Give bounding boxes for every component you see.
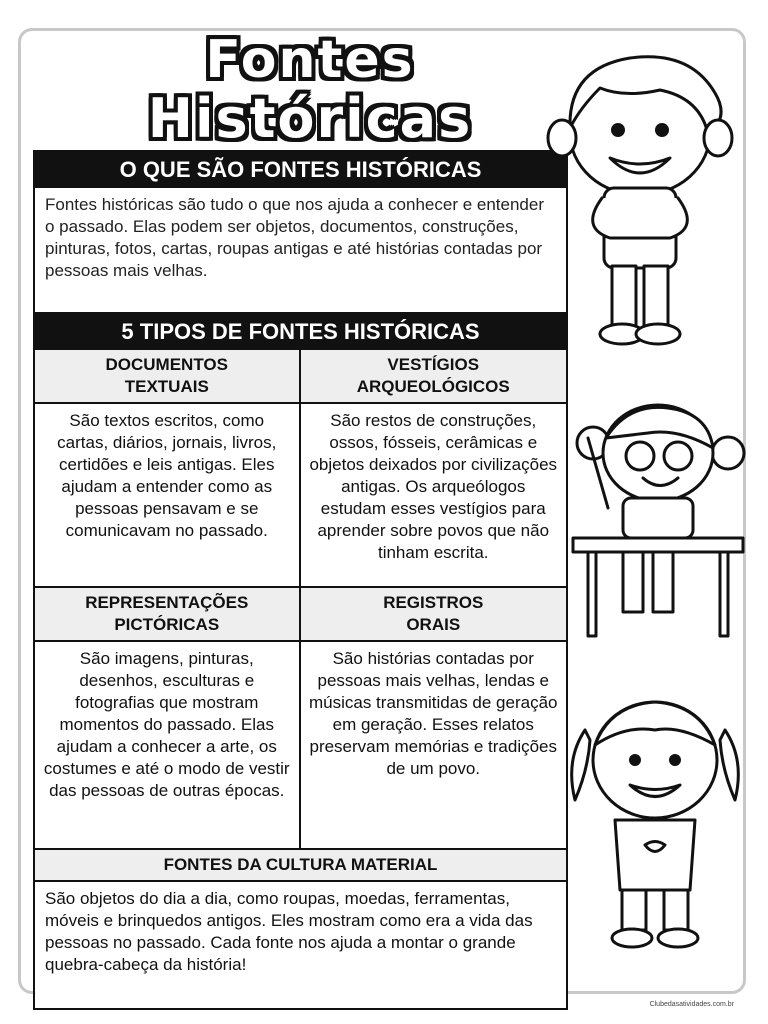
section-types-heading: 5 TIPOS DE FONTES HISTÓRICAS <box>35 314 566 350</box>
type-cell-pictorial <box>35 588 301 850</box>
girl-pigtails-icon <box>560 690 750 960</box>
boy-icon <box>540 38 740 358</box>
types-row-1 <box>35 350 566 588</box>
type-heading: REPRESENTAÇÕES PICTÓRICAS <box>35 588 299 642</box>
type-text: São textos escritos, como cartas, diários, jornais, livros, certidões e leis antigas. Eles ajudam a entender como as pessoas pensavam e se comunicavam no passado. <box>35 404 299 588</box>
type-heading: REGISTROS ORAIS <box>301 588 567 642</box>
type-text: São restos de construções, ossos, fósseis, cerâmicas e objetos deixados por civilizações antigas. Os arqueólogos estudam esses vestígios para aprender sobre povos que não tinham escrita. <box>301 404 567 588</box>
content-table <box>33 150 568 1010</box>
title-line-1: Fontes <box>205 30 415 90</box>
type-cell-documents <box>35 350 301 588</box>
type-cell-oral <box>301 588 567 850</box>
type-heading-material: FONTES DA CULTURA MATERIAL <box>35 850 566 882</box>
girl-glasses-desk-icon <box>568 398 748 638</box>
section-what-text: Fontes históricas são tudo o que nos ajuda a conhecer e entender o passado. Elas podem ser objetos, documentos, construções, pinturas, fotos, cartas, roupas antigas e até histórias contadas por pessoas mais velhas. <box>35 188 566 314</box>
page-title <box>90 30 530 150</box>
section-what-heading: O QUE SÃO FONTES HISTÓRICAS <box>35 152 566 188</box>
type-heading: DOCUMENTOS TEXTUAIS <box>35 350 299 404</box>
types-row-2 <box>35 588 566 850</box>
type-text: São imagens, pinturas, desenhos, esculturas e fotografias que mostram momentos do passado. Elas ajudam a conhecer a arte, os costumes e até o modo de vestir das pessoas de outras épocas. <box>35 642 299 850</box>
type-text: São histórias contadas por pessoas mais velhas, lendas e músicas transmitidas de geração em geração. Esses relatos preservam memórias e tradições de um povo. <box>301 642 567 850</box>
type-cell-archaeological <box>301 350 567 588</box>
footer-credit: Clubedasatividades.com.br <box>649 1001 734 1008</box>
title-line-2: Históricas <box>147 87 473 150</box>
type-text-material: São objetos do dia a dia, como roupas, moedas, ferramentas, móveis e brinquedos antigos. Eles mostram como era a vida das pessoas no passado. Cada fonte nos ajuda a montar o grande quebra-cabeça da história! <box>45 889 533 974</box>
type-heading: VESTÍGIOS ARQUEOLÓGICOS <box>301 350 567 404</box>
